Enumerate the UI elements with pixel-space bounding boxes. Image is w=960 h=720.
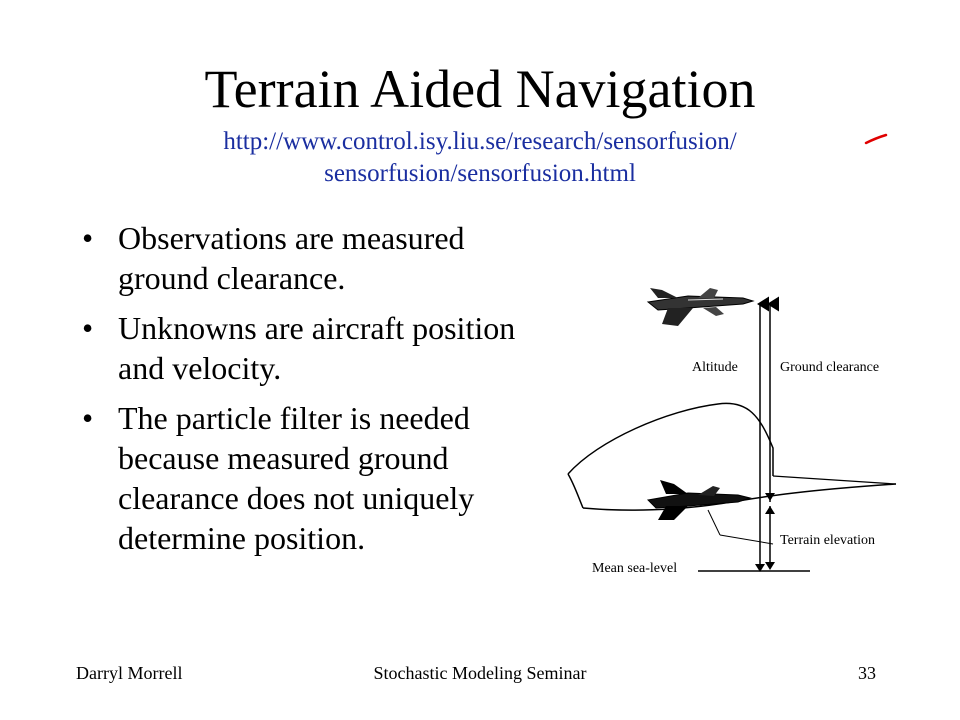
terrain-elevation-label: Terrain elevation [780,533,876,548]
terrain-elevation-arrow-top-head [765,506,775,514]
source-url-line-1[interactable]: http://www.control.isy.liu.se/research/sensorfusion/ [223,128,737,155]
mean-sea-level-label: Mean sea-level [592,561,678,576]
bullet-item: • Unknowns are aircraft position and velocity. [82,310,516,386]
altitude-label: Altitude [692,360,738,375]
upper-jet-icon [648,288,753,326]
footer-author: Darryl Morrell [76,663,183,683]
slide-title: Terrain Aided Navigation [204,59,756,119]
lower-jet-icon [648,480,750,520]
footer-event: Stochastic Modeling Seminar [373,663,587,683]
bullet-text: Unknowns are aircraft position and velocity. [118,310,516,386]
bullet-item: • Observations are measured ground clearance. [82,220,465,296]
source-url[interactable] [0,126,960,190]
footer-page-number: 33 [858,663,876,683]
terrain-elevation-arrow-bottom-head [765,562,775,570]
bullet-text: The particle filter is needed because measured ground clearance does not uniquely determine position. [118,400,475,556]
ground-clearance-label: Ground clearance [780,360,880,375]
bullet-item: • The particle filter is needed because measured ground clearance does not uniquely determine position. [82,400,475,556]
source-url-line-2[interactable]: sensorfusion/sensorfusion.html [324,160,636,187]
bullet-text: Observations are measured ground clearance. [118,220,465,296]
bullet-list [82,218,542,568]
terrain-navigation-diagram [538,280,918,590]
terrain-surface [568,403,896,544]
red-pen-mark [860,128,896,148]
